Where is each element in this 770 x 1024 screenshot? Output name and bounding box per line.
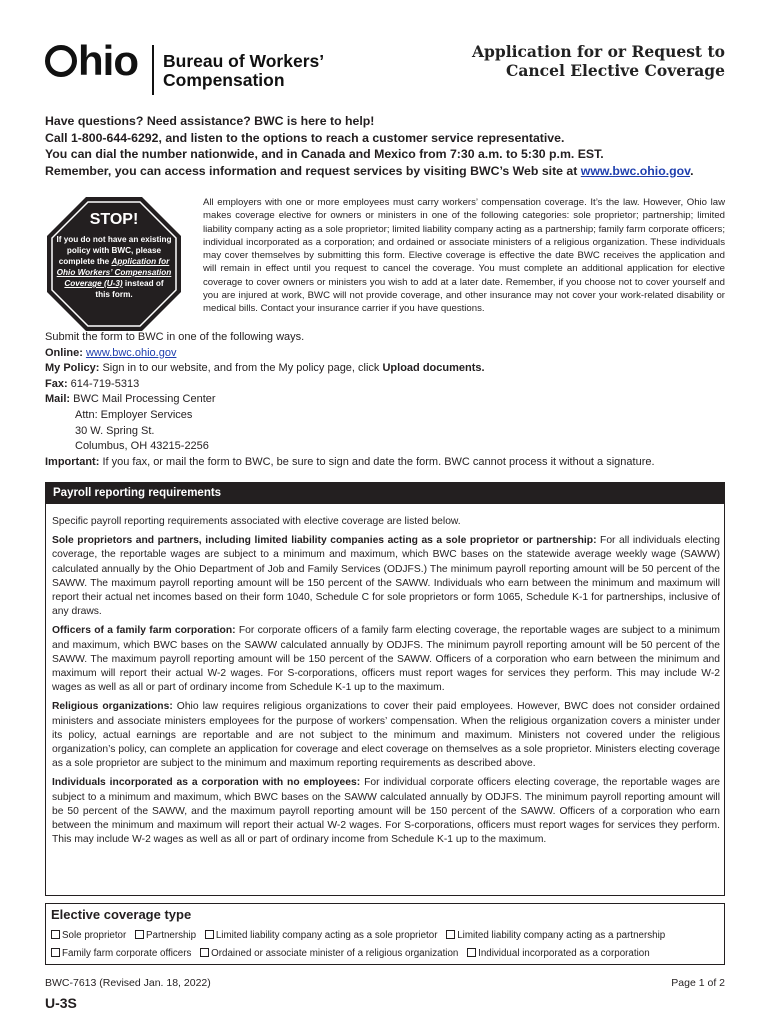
payroll-family-farm <box>52 624 720 695</box>
u3-application-link[interactable]: Application for Ohio Workers’ Compensation Coverage (U-3) <box>56 257 172 288</box>
mail-line-3: 30 W. Spring St. <box>75 424 155 437</box>
help-line-1: Have questions? Need assistance? BWC is here to help! <box>45 114 375 128</box>
checkbox-minister[interactable] <box>200 948 209 957</box>
option-llc-partnership[interactable] <box>446 929 665 942</box>
fax-value: 614-719-5313 <box>67 377 140 390</box>
submit-policy <box>45 361 735 377</box>
agency-name-line2: Compensation <box>163 70 285 90</box>
stop-sign-text <box>56 210 172 300</box>
stop-body-1: If you do not have an existing policy with BWC, please complete the <box>56 235 172 266</box>
option-partnership[interactable] <box>135 929 196 942</box>
important-label: Important: <box>45 455 100 468</box>
document-title <box>472 42 725 80</box>
payroll-section-body <box>52 515 720 852</box>
mail-value: BWC Mail Processing Center <box>70 393 216 406</box>
payroll-individuals <box>52 776 720 847</box>
important-text: If you fax, or mail the form to BWC, be sure to sign and date the form. BWC cannot process it without a signature. <box>99 455 655 468</box>
policy-label: My Policy: <box>45 362 100 375</box>
payroll-p4-text: For individual corporate officers electing coverage, the reportable wages are subject to a minimum and maximum, which BWC bases on the SAWW calculated annually by ODJFS. The minimum payroll reporting amount will be 50 percent of the SAWW, and the maximum payroll reporting amount will be 150 percent of the SAWW. Officers of a corporation who earn between the minimum and maximum will report their actual W-2 wages. For S-corporations, officers must report wages for services they perform. This may include W-2 wages as well as all or part of ordinary income from Schedule K-1 up to the maximum. <box>52 777 721 846</box>
online-link[interactable]: www.bwc.ohio.gov <box>85 346 177 359</box>
page-number: Page 1 of 2 <box>671 977 725 989</box>
option-llc-sole[interactable] <box>205 929 438 942</box>
payroll-p1-heading: Sole proprietors and partners, including limited liability companies acting as a sole proprietor or partnership: <box>52 535 597 547</box>
elective-options-row-2 <box>51 947 731 960</box>
mail-label: Mail: <box>45 393 71 406</box>
option-family-farm[interactable] <box>51 947 191 960</box>
form-code: U-3S <box>45 995 77 1011</box>
checkbox-partnership[interactable] <box>135 930 144 939</box>
help-line-3: You can dial the number nationwide, and in Canada and Mexico from 7:30 a.m. to 5:30 p.m. EST. <box>45 147 604 161</box>
option-sole-proprietor[interactable] <box>51 929 126 942</box>
checkbox-llc-sole[interactable] <box>205 930 214 939</box>
help-line-2: Call 1-800-644-6292, and listen to the options to reach a customer service representative. <box>45 130 565 145</box>
payroll-p4-heading: Individuals incorporated as a corporation with no employees: <box>52 777 361 789</box>
payroll-p3-heading: Religious organizations: <box>52 701 173 713</box>
employers-coverage-paragraph: All employers with one or more employees must carry workers’ compensation coverage. It’s the law. However, Ohio law makes coverage elective for owners or ministers in one of the following categories: sole proprietor; partnership; limited liability company acting as a sole proprietor; limited liability company acting as a partnership; family farm corporate officers; individual incorporated as a corporation; and ordained or associate ministers of a religious organization. These individuals may cover themselves by submitting this form. Elective coverage is effective the date BWC receives the application and will remain in effect until you request to cancel the coverage. You must complete an additional application for elective coverage to cover owners or ministers you wish to add at a later date. Remember, if you choose not to cover yourself and you are injured at work, BWC will not provide coverage, and other insurance may not cover your work-related disability or medical bills. Contact your insurance carrier if you have questions. <box>203 197 725 315</box>
checkbox-family-farm[interactable] <box>51 948 60 957</box>
payroll-p3-text: Ohio law requires religious organizations to cover their paid employees. However, BWC does not consider ordained ministers and associate ministers employees for the purpose of workers’ compensation. When the religious organization covers a minister under its policy, actual earnings are reportable and are not subject to the minimum and maximum. Ministers not covered under the religious organization’s policy, can complete an application for coverage and elect coverage on themselves as a sole proprietor. Ministers electing coverage as a sole proprietor are subject to the minimum and maximum reporting requirements as described above. <box>52 701 720 770</box>
mail-line-4: Columbus, OH 43215-2256 <box>75 440 209 453</box>
option-minister[interactable] <box>200 947 458 960</box>
payroll-religious <box>52 700 720 771</box>
submission-methods <box>45 330 735 470</box>
label-llc-partnership: Limited liability company acting as a partnership <box>457 930 666 941</box>
label-minister: Ordained or associate minister of a religious organization <box>211 948 459 959</box>
submit-fax <box>45 377 735 393</box>
stop-body <box>56 234 172 300</box>
label-individual: Individual incorporated as a corporation <box>478 948 650 959</box>
submit-intro: Submit the form to BWC in one of the following ways. <box>45 331 305 343</box>
fax-label: Fax: <box>45 377 68 390</box>
help-line-4-text: Remember, you can access information and request services by visiting BWC’s Web site at <box>45 163 581 178</box>
ohio-logo-text: hio <box>78 37 138 84</box>
payroll-p2-heading: Officers of a family farm corporation: <box>52 625 236 637</box>
submit-online <box>45 346 735 362</box>
payroll-p2-text: For corporate officers of a family farm electing coverage, the reportable wages are subject to a minimum and maximum, which BWC bases on the SAWW calculated annually by ODJFS. The minimum payroll reporting amount will be 50 percent of the SAWW. The maximum payroll reporting amount will be 150 percent of the SAWW. Officers of a corporation who earn between the minimum and maximum will report their actual W-2 wages. For S-corporations, officers must report wages for services they perform. This may include W-2 wages as well as all or part of ordinary income from Schedule K-1 up to the maximum. <box>52 625 720 694</box>
payroll-sole-proprietors <box>52 534 720 619</box>
stop-body-2: instead of this form. <box>95 279 164 299</box>
checkbox-llc-partnership[interactable] <box>446 930 455 939</box>
option-individual[interactable] <box>467 947 650 960</box>
online-label: Online: <box>45 346 83 359</box>
elective-coverage-heading: Elective coverage type <box>51 907 192 922</box>
mail-line-2: Attn: Employer Services <box>75 408 193 421</box>
stop-title: STOP! <box>89 211 139 228</box>
ohio-logo <box>45 37 138 84</box>
policy-text: Sign in to our website, and from the My policy page, click <box>99 362 383 375</box>
logo-divider <box>152 45 154 95</box>
label-llc-sole: Limited liability company acting as a sole proprietor <box>215 930 438 941</box>
document-title-line2: Cancel Elective Coverage <box>506 61 725 80</box>
ohio-logo-o-mark <box>45 45 77 77</box>
form-revision-id: BWC-7613 (Revised Jan. 18, 2022) <box>45 977 211 989</box>
upload-documents-text: Upload documents. <box>382 362 485 375</box>
document-title-line1: Application for or Request to <box>472 42 725 61</box>
payroll-intro: Specific payroll reporting requirements associated with elective coverage are listed below. <box>52 516 461 527</box>
checkbox-individual[interactable] <box>467 948 476 957</box>
help-intro <box>45 113 735 179</box>
label-sole-proprietor: Sole proprietor <box>62 930 127 941</box>
label-family-farm: Family farm corporate officers <box>62 948 192 959</box>
checkbox-sole-proprietor[interactable] <box>51 930 60 939</box>
bwc-website-link[interactable]: www.bwc.ohio.gov <box>580 163 691 178</box>
elective-options-row-1 <box>51 929 731 942</box>
payroll-p1-text: For all individuals electing coverage, the reportable wages are subject to a minimum and maximum, which BWC bases on the statewide average weekly wage (SAWW) calculated annually by the Ohio Department of Job and Family Services (ODJFS.) The minimum payroll reporting amount will be 50 percent of the SAWW. The maximum payroll reporting amount will be 150 percent of the SAWW. Individuals who earn between the minimum and maximum will report their actual net incomes based on their form 1040, Schedule C for sole proprietors or form 1065, Schedule K-1 for partnerships, inclusive of any draws. <box>52 535 720 618</box>
agency-name-line1: Bureau of Workers’ <box>163 51 325 71</box>
agency-name <box>163 52 324 90</box>
help-line-4 <box>45 163 735 180</box>
stop-sign <box>46 196 182 332</box>
submit-important <box>45 455 735 471</box>
submit-mail <box>45 392 735 408</box>
help-line-4-end: . <box>690 163 694 178</box>
label-partnership: Partnership <box>146 930 197 941</box>
payroll-section-heading: Payroll reporting requirements <box>45 482 725 504</box>
